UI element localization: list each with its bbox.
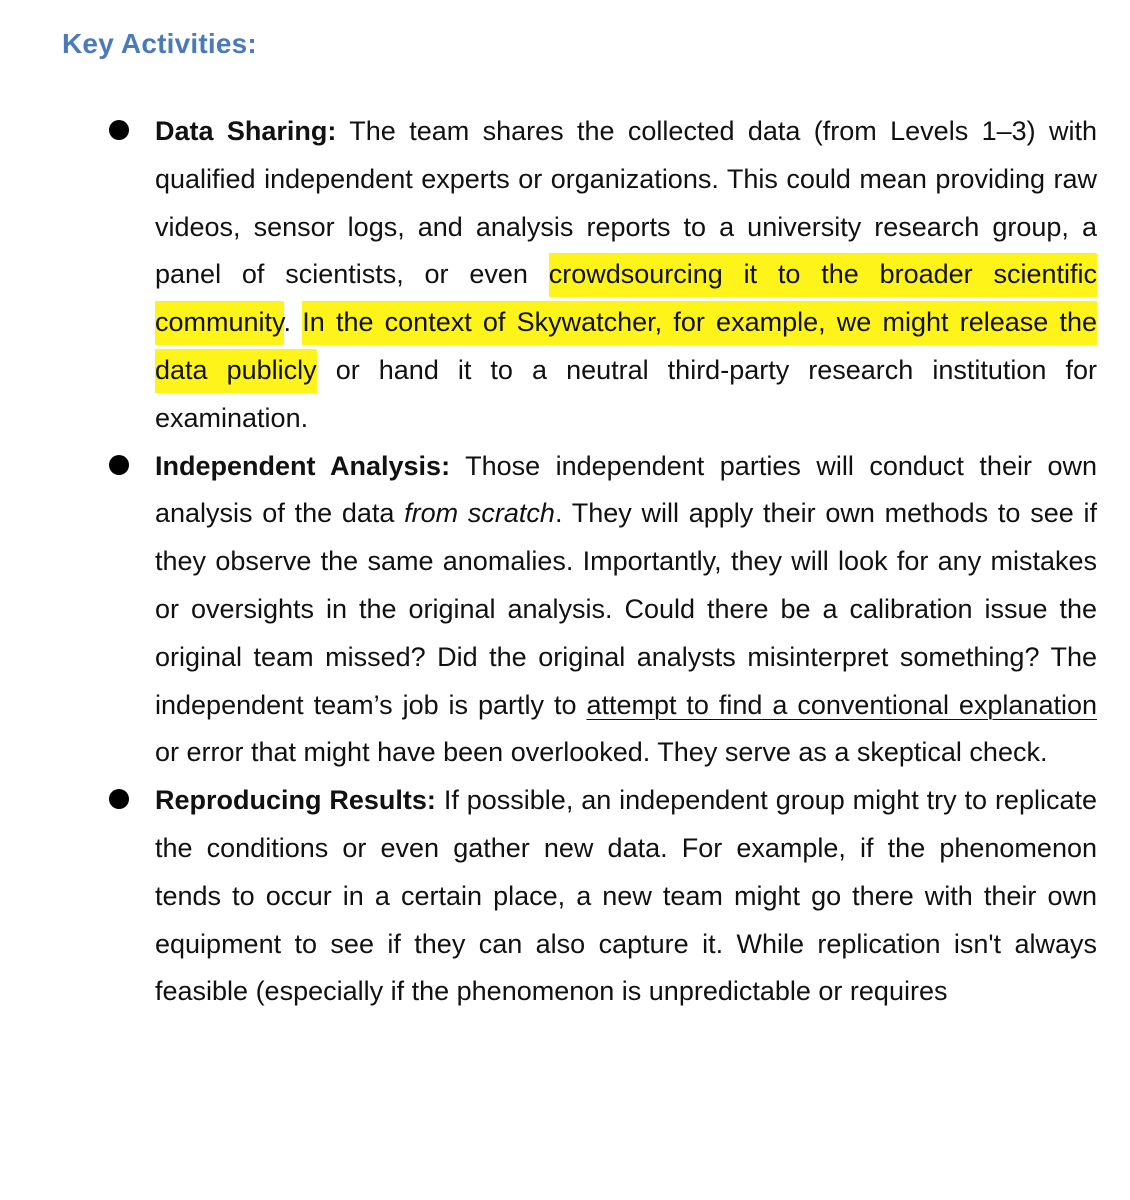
item-term: Reproducing Results: <box>155 785 436 816</box>
list-item-independent-analysis <box>155 443 1097 778</box>
section-heading: Key Activities: <box>62 28 257 59</box>
underlined-text: attempt to find a conventional explanation <box>586 689 1098 720</box>
list-item-reproducing-results <box>155 777 1097 1016</box>
italic-text: from scratch <box>404 498 555 529</box>
bullet-icon <box>109 120 129 140</box>
highlighted-text: In the context of Skywatcher, for example, we might release the data publicly <box>155 301 1097 393</box>
item-term: Data Sharing: <box>155 116 337 146</box>
item-text: . <box>283 307 303 338</box>
item-term: Independent Analysis: <box>155 450 451 481</box>
bullet-icon <box>109 455 129 475</box>
item-text: . They will apply their own methods to see if they observe the same anomalies. Importantly, they will look for any mistakes or oversights in the original analysis. Could there be a calibration issue the original team missed? Did the original analysts misinterpret something? The independent team’s job is partly to <box>155 498 1097 720</box>
highlighted-text: crowdsourcing it to the broader scientific community <box>155 253 1097 345</box>
item-text: Those independent parties will conduct their own analysis of the data <box>155 450 1097 529</box>
list-item-data-sharing <box>155 108 1097 443</box>
key-activities-list <box>0 108 1130 1016</box>
item-text: or error that might have been overlooked. They serve as a skeptical check. <box>155 737 1048 768</box>
item-text: If possible, an independent group might try to replicate the conditions or even gather new data. For example, if the phenomenon tends to occur in a certain place, a new team might go there with their own equipment to see if they can also capture it. While replication isn't always feasible (especially if the phenomenon is unpredictable or requires <box>155 785 1097 1007</box>
item-text: or hand it to a neutral third-party research institution for examination. <box>155 354 1097 433</box>
item-text: The team shares the collected data (from Levels 1–3) with qualified independent experts or organizations. This could mean providing raw videos, sensor logs, and analysis reports to a university research group, a panel of scientists, or even <box>155 116 1097 290</box>
bullet-icon <box>109 789 129 809</box>
